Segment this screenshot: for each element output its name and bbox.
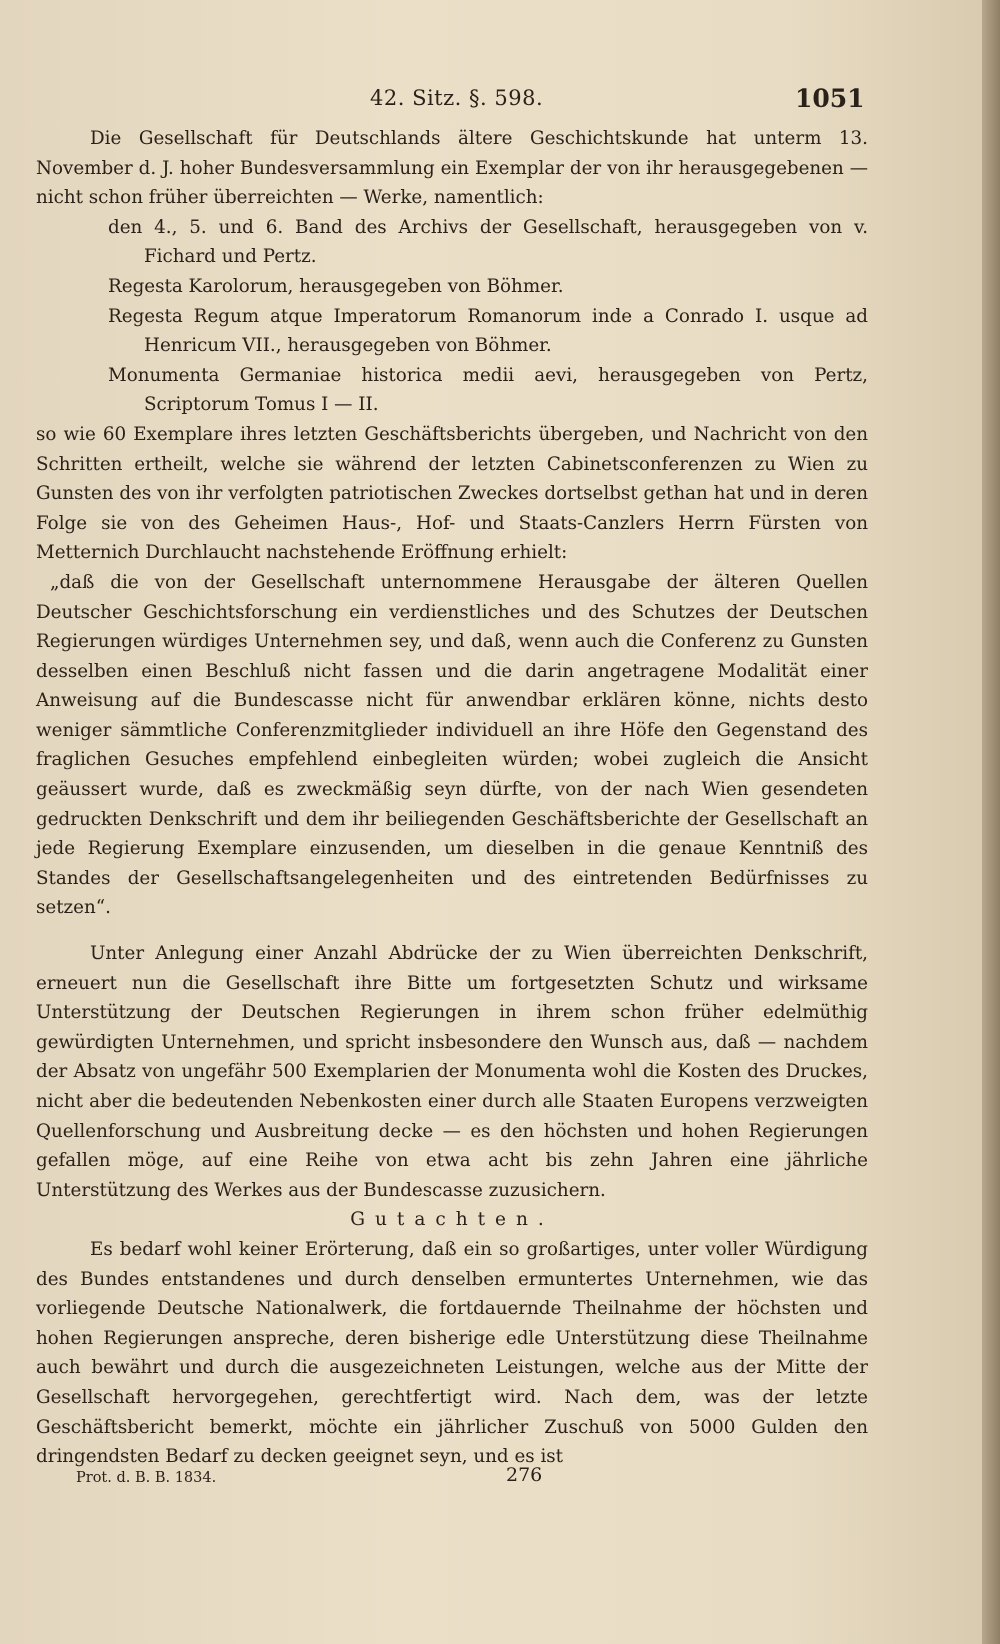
list-item: Regesta Karolorum, herausgegeben von Böhmer. [108, 275, 564, 297]
signature-mark: Prot. d. B. B. 1834. [76, 1470, 217, 1486]
list-item: Monumenta Germaniae historica medii aevi, herausgegeben von Pertz, Scriptorum Tomus I — II. [108, 364, 868, 416]
intro-paragraph: Die Gesellschaft für Deutschlands ältere Geschichtskunde hat unterm 13. November d. J. hoher Bundesversammlung ein Exemplar der von ihr herausgegebenen — nicht schon früher überreichten — Werke, namentlich: [36, 128, 868, 209]
works-list [36, 213, 868, 420]
spacer [36, 923, 868, 939]
page-edge-shadow [982, 0, 1000, 1644]
page-footer [36, 1462, 868, 1492]
body-text [36, 124, 868, 1472]
continuation-paragraph: so wie 60 Exemplare ihres letzten Geschäftsberichts übergeben, und Nachricht von den Schritten ertheilt, welche sie während der letzten Cabinetsconferenzen zu Wien zu Gunsten des von ihr verfolgten patriotischen Zweckes dortselbst gethan hat und in deren Folge sie von des Geheimen Haus-, Hof- und Staats-Canzlers Herrn Fürsten von Metternich Durchlaucht nachstehende Eröffnung erhielt: [36, 423, 868, 564]
list-item: Regesta Regum atque Imperatorum Romanorum inde a Conrado I. usque ad Henricum VII., herausgegeben von Böhmer. [108, 305, 868, 357]
sheet-number: 276 [506, 1464, 543, 1486]
metternich-quote: „daß die von der Gesellschaft unternommene Herausgabe der älteren Quellen Deutscher Geschichtsforschung ein verdienstliches und des Schutzes der Deutschen Regierungen würdiges Unternehmen sey, und daß, wenn auch die Conferenz zu Gunsten desselben einen Beschluß nicht fassen und die darin angetragene Modalität einer Anweisung auf die Bundescasse nicht für anwendbar erklären könne, nichts desto weniger sämmtliche Conferenzmitglieder individuell an ihre Höfe den Gegenstand des fraglichen Gesuches empfehlend einbegleiten würden; wobei zugleich die Ansicht geäussert wurde, daß es zweckmäßig seyn dürfte, von der nach Wien gesendeten gedruckten Denkschrift und dem ihr beiliegenden Geschäftsberichte der Gesellschaft an jede Regierung Exemplare einzusenden, um dieselben in die genaue Kenntniß des Standes der Gesellschaftsangelegenheiten und des eintretenden Bedürfnisses zu setzen“. [36, 571, 868, 919]
page-number: 1051 [795, 84, 865, 113]
page-header [0, 82, 982, 116]
request-paragraph: Unter Anlegung einer Anzahl Abdrücke der zu Wien überreichten Denkschrift, erneuert nun die Gesellschaft ihre Bitte um fortgesetzten Schutz und wirksame Unterstützung der Deutschen Regierungen in ihrem schon früher edelmüthig gewürdigten Unternehmen, und spricht insbesondere den Wunsch aus, daß — nachdem der Absatz von ungefähr 500 Exemplarien der Monumenta wohl die Kosten des Druckes, nicht aber die bedeutenden Nebenkosten einer durch alle Staaten Europens verzweigten Quellenforschung und Ausbreitung decke — es den höchsten und hohen Regierungen gefallen möge, auf eine Reihe von etwa acht bis zehn Jahren eine jährliche Unterstützung des Werkes aus der Bundescasse zuzusichern. [36, 943, 868, 1201]
running-title: 42. Sitz. §. 598. [370, 86, 544, 110]
opinion-paragraph: Es bedarf wohl keiner Erörterung, daß ein so großartiges, unter voller Würdigung des Bundes entstandenes und durch denselben ermuntertes Unternehmen, wie das vorliegende Deutsche Nationalwerk, die fortdauernde Theilnahme der höchsten und hohen Regierungen anspreche, deren bisherige edle Unterstützung diese Theilnahme auch bewährt und durch die ausgezeichneten Leistungen, welche aus der Mitte der Gesellschaft hervorgegehen, gerechtfertigt wird. Nach dem, was der letzte Geschäftsbericht bemerkt, möchte ein jährlicher Zuschuß von 5000 Gulden den dringendsten Bedarf zu decken geeignet seyn, und es ist [36, 1238, 868, 1468]
list-item: den 4., 5. und 6. Band des Archivs der Gesellschaft, herausgegeben von v. Fichard und Pertz. [108, 216, 868, 268]
section-heading: Gutachten. [350, 1209, 554, 1231]
